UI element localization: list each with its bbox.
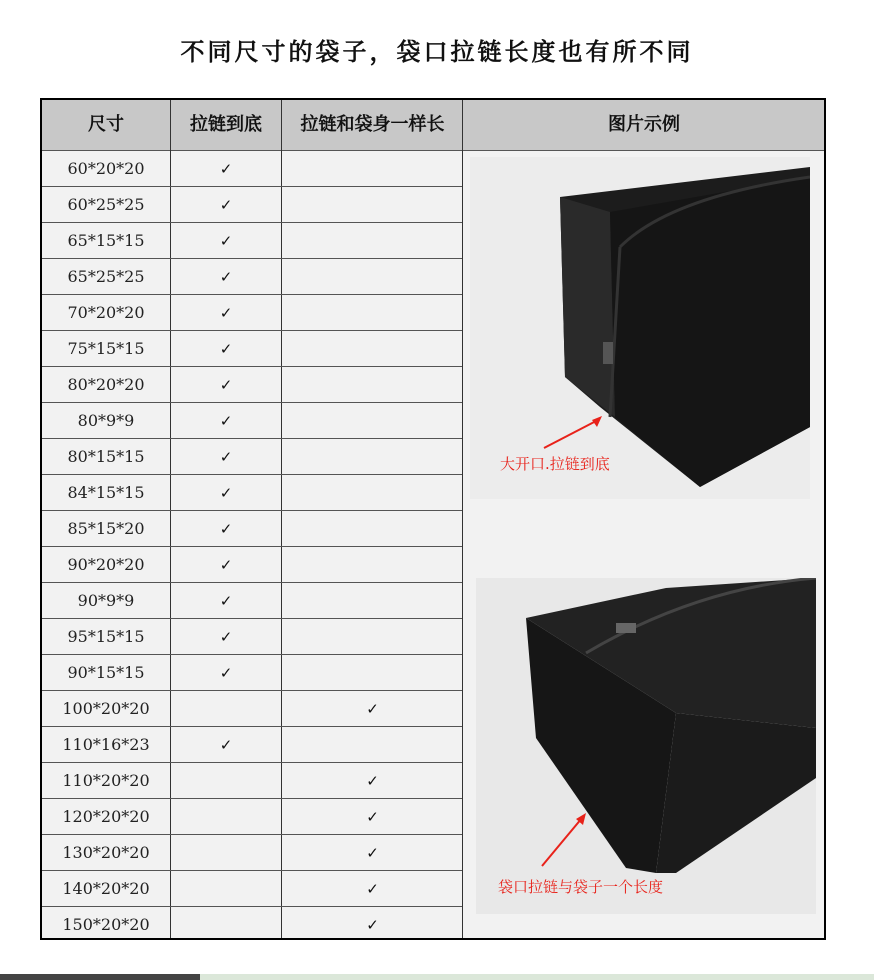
size-cell: 84*15*15 (67, 483, 145, 502)
zip-bottom-cell: ✓ (219, 232, 233, 250)
size-cell: 65*25*25 (67, 267, 145, 286)
zip-bottom-cell: ✓ (219, 556, 233, 574)
size-cell: 95*15*15 (67, 627, 145, 646)
size-cell: 85*15*20 (67, 519, 145, 538)
size-cell: 130*20*20 (62, 843, 150, 862)
zip-full-cell (282, 583, 463, 619)
black-duffel-bag-photo-icon (470, 157, 810, 499)
table-row (42, 403, 462, 439)
zip-full-cell: ✓ (366, 808, 379, 826)
size-cell: 80*15*15 (67, 447, 145, 466)
zip-bottom-cell: ✓ (219, 448, 233, 466)
zip-full-cell (282, 331, 463, 367)
size-cell: 110*20*20 (62, 771, 150, 790)
size-cell: 110*16*23 (62, 735, 150, 754)
zip-full-cell (282, 619, 463, 655)
zip-full-cell (282, 187, 463, 223)
table-row (42, 259, 462, 295)
zip-full-cell: ✓ (366, 700, 379, 718)
table-row (42, 655, 462, 691)
zip-full-cell (282, 475, 463, 511)
table-row (42, 871, 462, 907)
header-size: 尺寸 (88, 114, 124, 135)
size-cell: 80*9*9 (77, 411, 135, 430)
zip-bottom-cell: ✓ (219, 304, 233, 322)
zip-full-cell (282, 223, 463, 259)
zip-bottom-cell (171, 691, 281, 727)
zip-full-cell (282, 547, 463, 583)
size-table (40, 98, 826, 940)
size-cell: 80*20*20 (67, 375, 145, 394)
size-cell: 60*20*20 (67, 159, 145, 178)
table-row (42, 151, 462, 187)
zip-full-cell (282, 367, 463, 403)
table-row (42, 835, 462, 871)
size-cell: 60*25*25 (67, 195, 145, 214)
table-row (42, 763, 462, 799)
table-row (42, 799, 462, 835)
zip-bottom-cell: ✓ (219, 484, 233, 502)
zip-full-cell: ✓ (366, 844, 379, 862)
zip-full-cell (282, 655, 463, 691)
zip-full-cell (282, 259, 463, 295)
header-photo: 图片示例 (608, 114, 680, 135)
zip-bottom-cell: ✓ (219, 592, 233, 610)
table-row (42, 223, 462, 259)
size-cell: 75*15*15 (67, 339, 145, 358)
header-zip-full: 拉链和袋身一样长 (300, 114, 445, 135)
zip-bottom-cell (171, 907, 281, 943)
zip-bottom-cell: ✓ (219, 160, 233, 178)
black-duffel-bag-photo-icon (476, 578, 816, 914)
photo-caption: 大开口.拉链到底 (500, 455, 610, 473)
zip-bottom-cell: ✓ (219, 340, 233, 358)
zip-bottom-cell: ✓ (219, 412, 233, 430)
zip-bottom-cell: ✓ (219, 196, 233, 214)
table-row (42, 439, 462, 475)
table-row (42, 295, 462, 331)
zip-full-cell (282, 403, 463, 439)
zip-bottom-cell: ✓ (219, 376, 233, 394)
page-title: 不同尺寸的袋子，袋口拉链长度也有所不同 (180, 38, 694, 66)
zip-bottom-cell: ✓ (219, 268, 233, 286)
photo-caption: 袋口拉链与袋子一个长度 (498, 878, 664, 896)
table-row (42, 367, 462, 403)
table-row (42, 619, 462, 655)
size-cell: 140*20*20 (62, 879, 150, 898)
size-cell: 100*20*20 (62, 699, 150, 718)
zip-full-cell (282, 151, 463, 187)
zip-full-cell: ✓ (366, 916, 379, 934)
table-row (42, 331, 462, 367)
photo-example-1 (470, 157, 810, 499)
photo-example-2 (476, 578, 816, 914)
zip-full-cell: ✓ (366, 772, 379, 790)
zip-bottom-cell (171, 835, 281, 871)
zip-full-cell (282, 727, 463, 763)
zip-full-cell (282, 439, 463, 475)
table-row (42, 727, 462, 763)
zip-bottom-cell (171, 799, 281, 835)
table-row (42, 475, 462, 511)
bottom-bar-accent (0, 974, 200, 980)
pointer-arrow-icon (536, 810, 596, 870)
table-header-row (42, 100, 824, 151)
table-row (42, 691, 462, 727)
header-zip-bottom: 拉链到底 (190, 114, 262, 135)
zip-bottom-cell: ✓ (219, 520, 233, 538)
table-row (42, 511, 462, 547)
zip-bottom-cell (171, 763, 281, 799)
size-cell: 65*15*15 (67, 231, 145, 250)
zip-bottom-cell: ✓ (219, 736, 233, 754)
table-row (42, 907, 462, 943)
size-cell: 120*20*20 (62, 807, 150, 826)
size-cell: 90*9*9 (77, 591, 135, 610)
zip-bottom-cell (171, 871, 281, 907)
size-cell: 90*15*15 (67, 663, 145, 682)
zip-full-cell: ✓ (366, 880, 379, 898)
table-row (42, 547, 462, 583)
zip-full-cell (282, 511, 463, 547)
zip-full-cell (282, 295, 463, 331)
table-row (42, 187, 462, 223)
pointer-arrow-icon (540, 412, 610, 452)
zip-bottom-cell: ✓ (219, 628, 233, 646)
size-cell: 90*20*20 (67, 555, 145, 574)
table-row (42, 583, 462, 619)
size-cell: 70*20*20 (67, 303, 145, 322)
zip-bottom-cell: ✓ (219, 664, 233, 682)
size-cell: 150*20*20 (62, 915, 150, 934)
